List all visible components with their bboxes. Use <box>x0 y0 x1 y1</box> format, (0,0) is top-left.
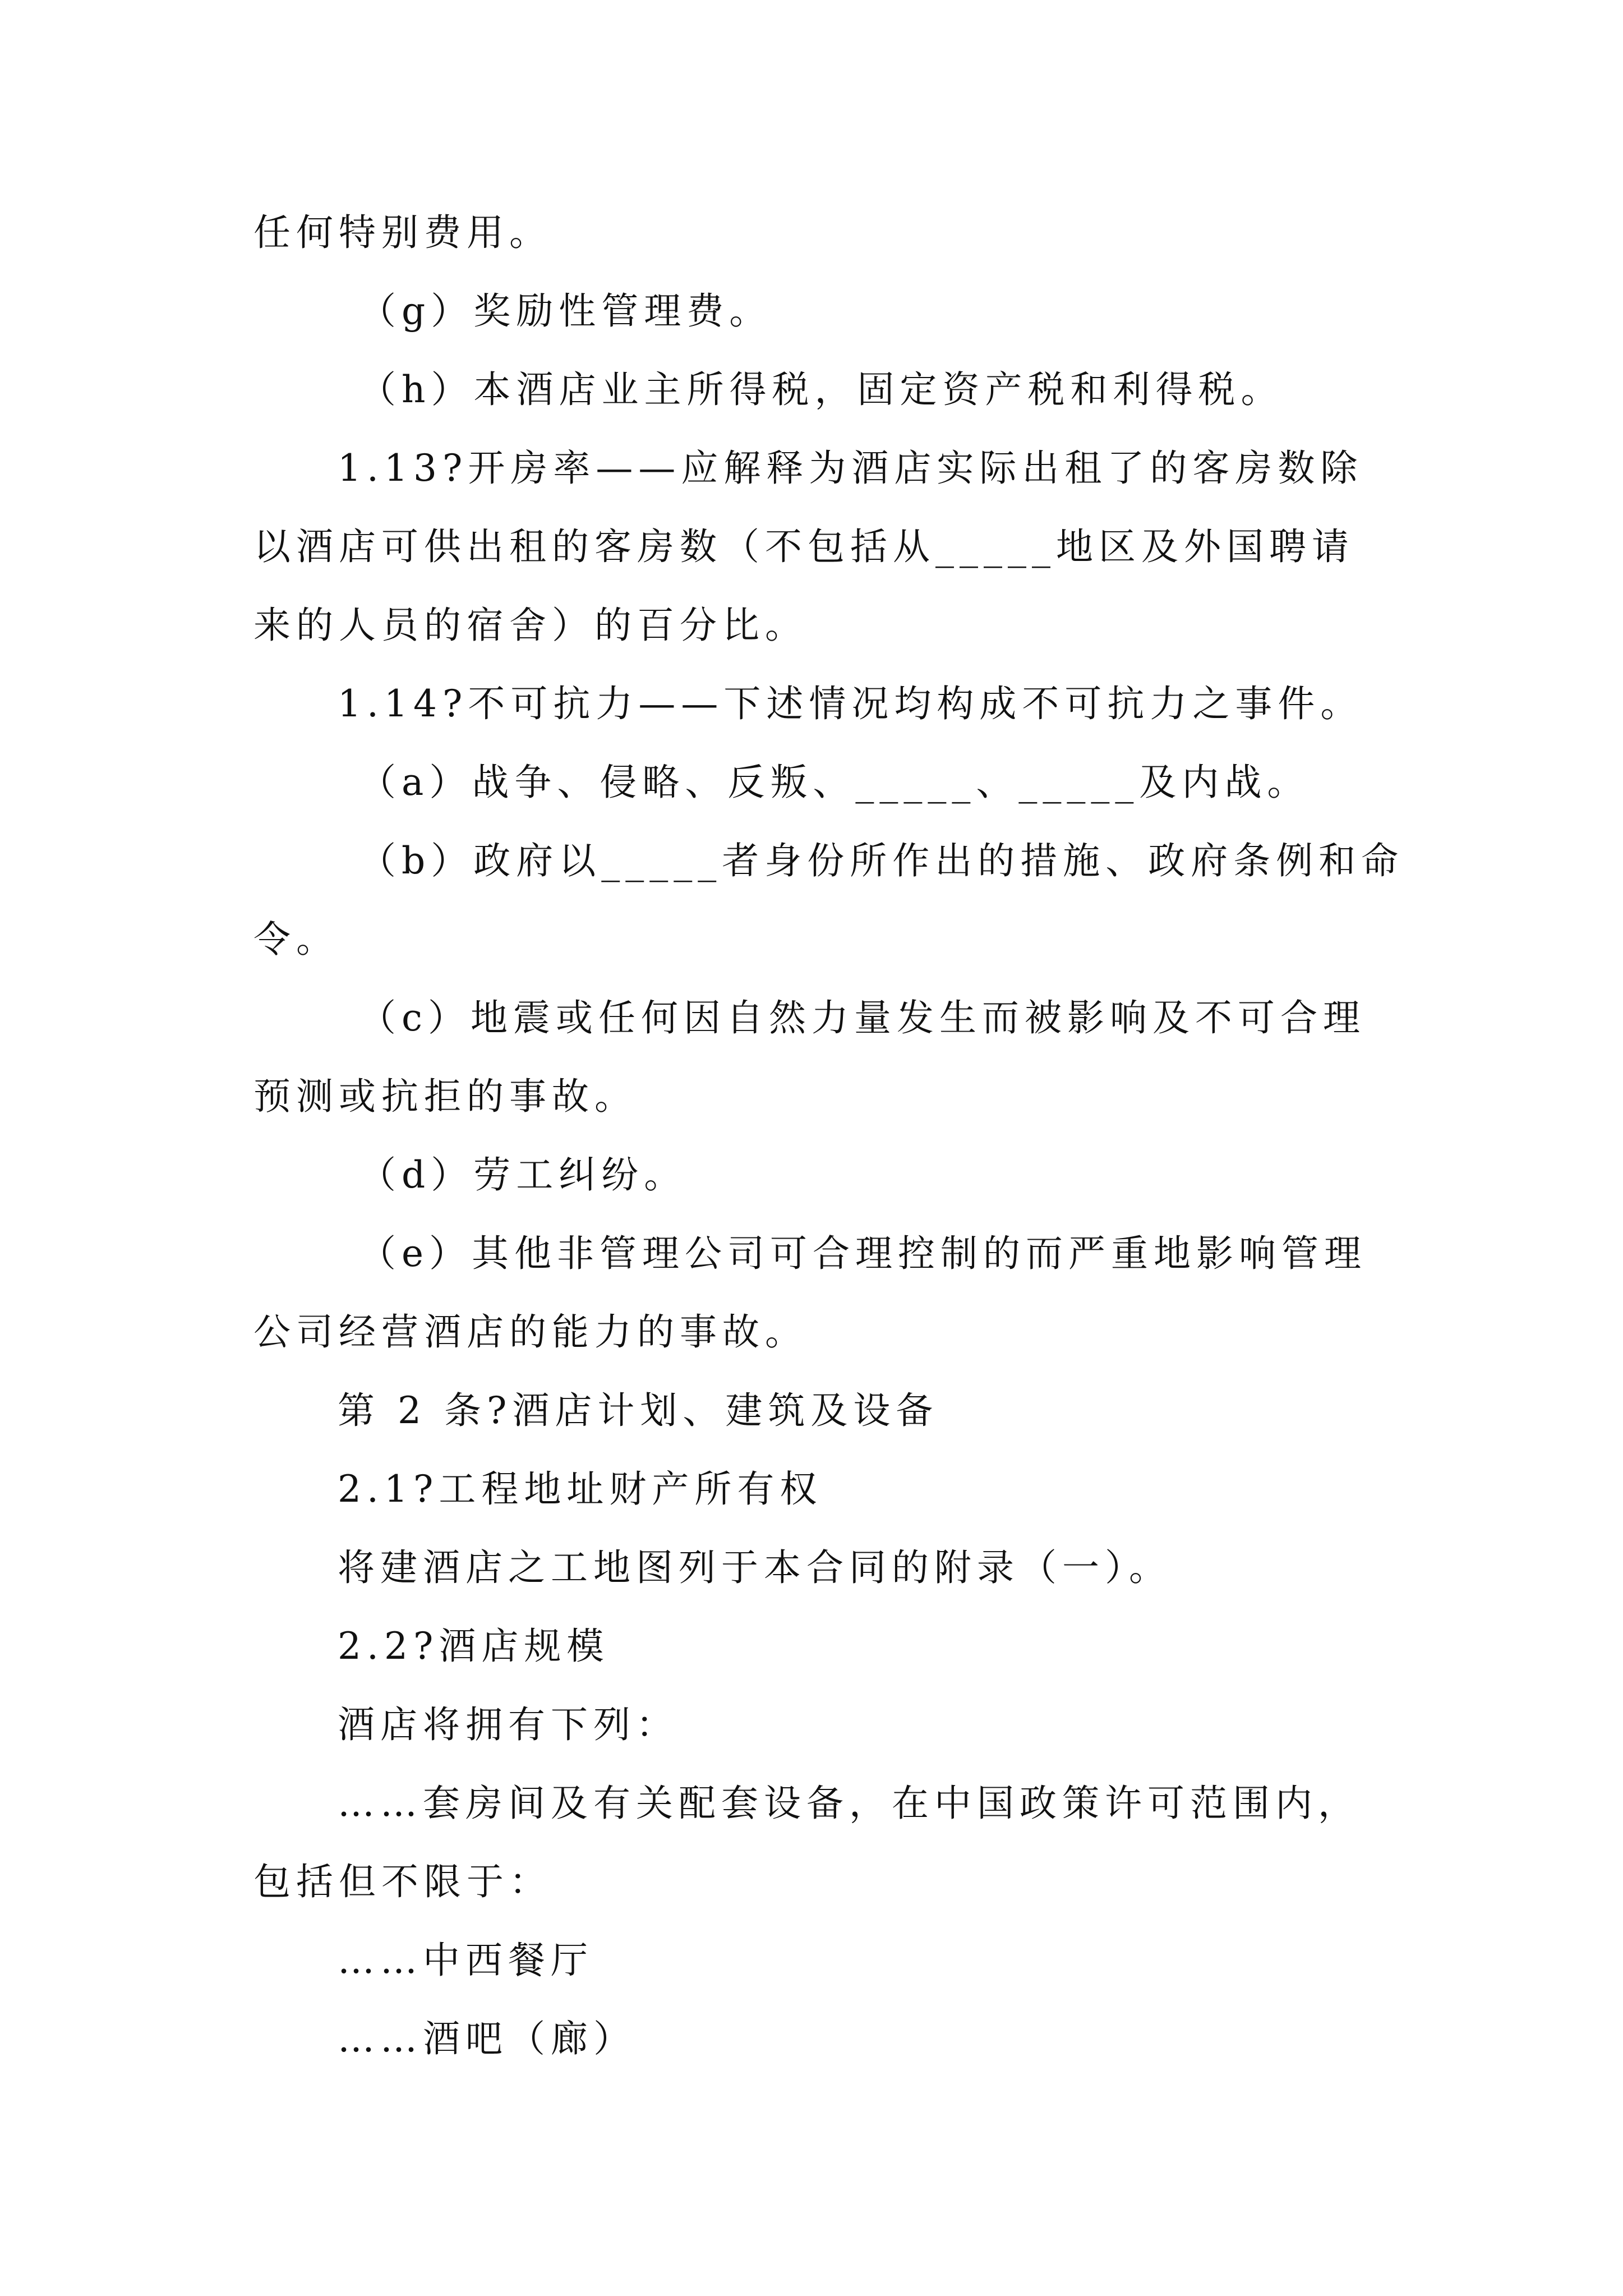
text-line: 公司经营酒店的能力的事故。 <box>253 1310 808 1354</box>
list-item: ……酒吧（廊） <box>338 2017 636 2060</box>
text-line: （e）其他非管理公司可合理控制的而严重地影响管理 <box>359 1232 1367 1275</box>
text-line: ……套房间及有关配套设备，在中国政策许可范围内， <box>338 1782 1361 1825</box>
text-line: （a）战争、侵略、反叛、_____、_____及内战。 <box>359 761 1310 804</box>
text-line: 来的人员的宿舍）的百分比。 <box>253 604 808 647</box>
text-line: （d）劳工纠纷。 <box>359 1153 687 1197</box>
text-line: 1.14?不可抗力——下述情况均构成不可抗力之事件。 <box>338 682 1363 725</box>
text-line: 预测或抗拒的事故。 <box>253 1075 637 1118</box>
text-line: 酒店将拥有下列： <box>338 1703 679 1746</box>
text-line: （g）奖励性管理费。 <box>359 289 772 333</box>
text-line: 1.13?开房率——应解释为酒店实际出租了的客房数除 <box>338 447 1363 490</box>
text-line: 包括但不限于： <box>253 1860 552 1903</box>
subsection-heading: 2.2?酒店规模 <box>338 1625 610 1668</box>
text-line: 将建酒店之工地图列于本合同的附录（一）。 <box>338 1546 1172 1589</box>
subsection-heading: 2.1?工程地址财产所有权 <box>338 1467 823 1511</box>
text-line: 令。 <box>253 918 339 961</box>
section-heading: 第 2 条?酒店计划、建筑及设备 <box>338 1389 939 1432</box>
text-line: （b）政府以_____者身份所作出的措施、政府条例和命 <box>359 839 1404 882</box>
list-item: ……中西餐厅 <box>338 1939 593 1982</box>
text-line: 以酒店可供出租的客房数（不包括从_____地区及外国聘请 <box>253 525 1354 568</box>
text-line: 任何特别费用。 <box>253 211 552 254</box>
text-line: （h）本酒店业主所得税，固定资产税和利得税。 <box>359 368 1284 411</box>
text-line: （c）地震或任何因自然力量发生而被影响及不可合理 <box>359 996 1366 1039</box>
